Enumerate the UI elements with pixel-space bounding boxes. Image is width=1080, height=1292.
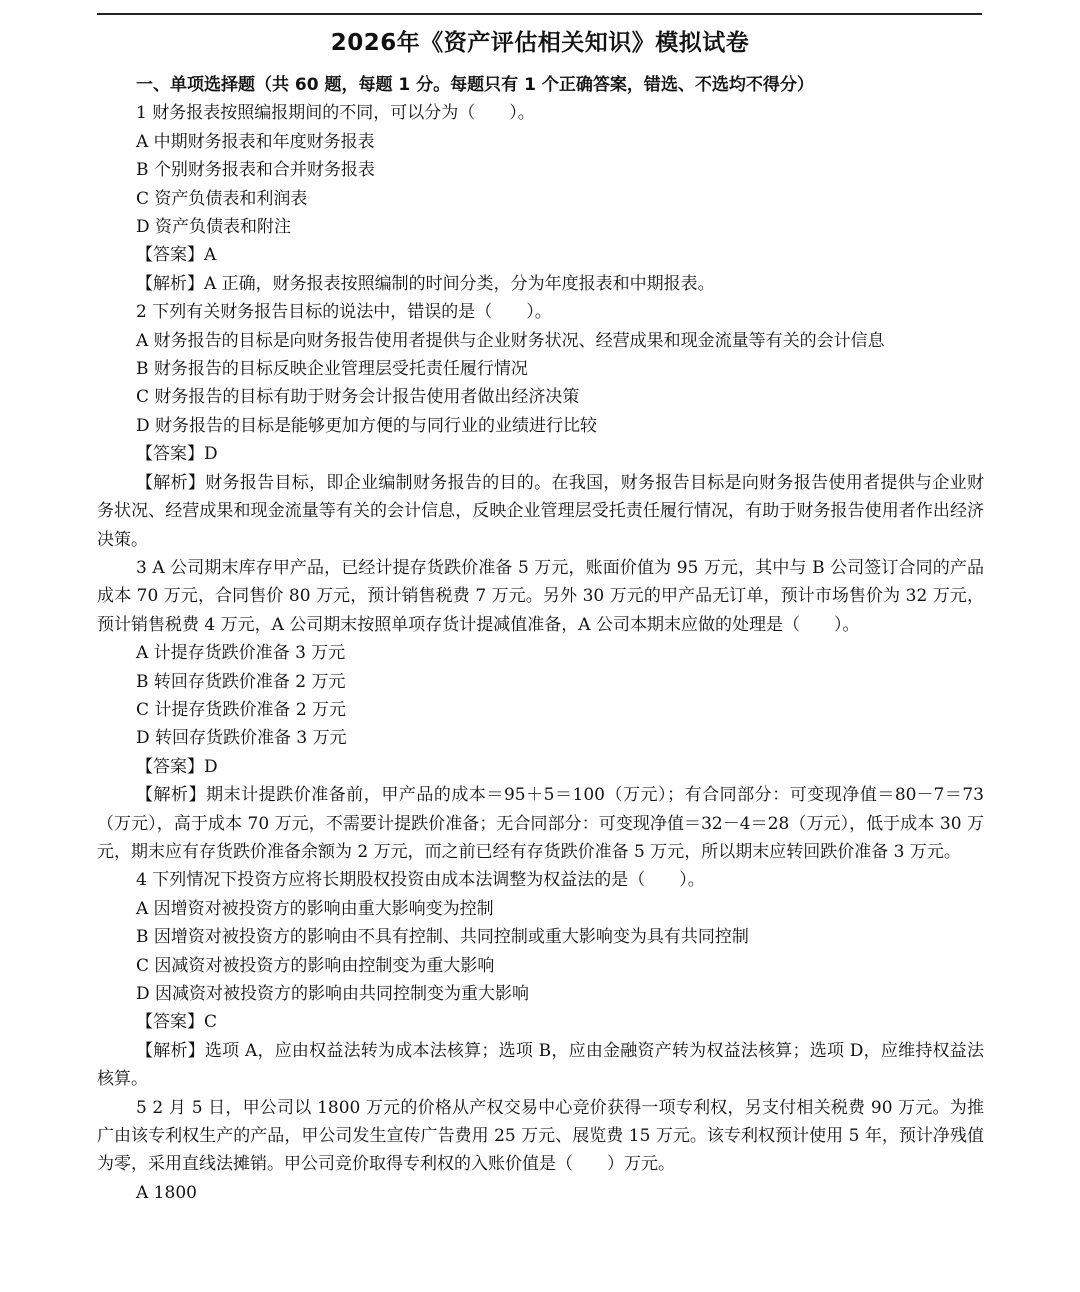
- question-3: [97, 554, 984, 866]
- option-b: B 个别财务报表和合并财务报表: [136, 160, 375, 181]
- question-5: [97, 1094, 984, 1208]
- option-d: D 资产负债表和附注: [136, 217, 292, 238]
- option-d: D 因减资对被投资方的影响由共同控制变为重大影响: [136, 984, 530, 1004]
- question-1: [97, 99, 984, 298]
- question-stem: 3 A 公司期末库存甲产品，已经计提存货跌价准备 5 万元，账面价值为 95 万元，其中与 B 公司签订合同的产品成本 70 万元，合同售价 80 万元，预计销售税费 7 万元。另外 30 万元的甲产品无订单，预计市场售价为 32 万元，预计销售税费 4 万元，A 公司期末按照单项存货计提减值准备，A 公司本期末应做的处理是（ ）。: [97, 557, 984, 635]
- option-a: A 中期财务报表和年度财务报表: [136, 131, 375, 152]
- analysis: 【解析】选项 A，应由权益法转为成本法核算；选项 B，应由金融资产转为权益法核算；选项 D，应维持权益法核算。: [97, 1040, 984, 1090]
- option-c: C 资产负债表和利润表: [136, 188, 308, 209]
- option-c: C 因减资对被投资方的影响由控制变为重大影响: [136, 955, 495, 976]
- question-stem: 4 下列情况下投资方应将长期股权投资由成本法调整为权益法的是（ ）。: [136, 870, 705, 891]
- answer: 【答案】D: [136, 444, 218, 465]
- answer: 【答案】C: [136, 1012, 218, 1033]
- question-stem: 2 下列有关财务报告目标的说法中，错误的是（ ）。: [136, 302, 552, 323]
- header-rule: [97, 13, 982, 15]
- question-stem: 5 2 月 5 日，甲公司以 1800 万元的价格从产权交易中心竞价获得一项专利权，另支付相关税费 90 万元。为推广由该专利权生产的产品，甲公司发生宣传广告费用 25 万元、展览费 15 万元。该专利权预计使用 5 年，预计净残值为零，采用直线法摊销。甲公司竞价取得专利权的入账价值是（ ）万元。: [97, 1097, 984, 1175]
- analysis: 【解析】期末计提跌价准备前，甲产品的成本＝95＋5＝100（万元）；有合同部分：可变现净值＝80－7＝73（万元），高于成本 70 万元，不需要计提跌价准备；无合同部分：可变现净值＝32－4＝28（万元），低于成本 30 万元，期末应有存货跌价准备余额为 2 万元，而之前已经有存货跌价准备 5 万元，所以期末应转回跌价准备 3 万元。: [97, 785, 984, 862]
- option-c: C 财务报告的目标有助于财务会计报告使用者做出经济决策: [136, 387, 580, 408]
- option-a: A 因增资对被投资方的影响由重大影响变为控制: [136, 898, 494, 919]
- analysis: 【解析】财务报告目标，即企业编制财务报告的目的。在我国，财务报告目标是向财务报告使用者提供与企业财务状况、经营成果和现金流量等有关的会计信息，反映企业管理层受托责任履行情况，有助于财务报告使用者作出经济决策。: [97, 472, 984, 550]
- option-d: D 财务报告的目标是能够更加方便的与同行业的业绩进行比较: [136, 415, 598, 436]
- section-heading: 一、单项选择题（共 60 题，每题 1 分。每题只有 1 个正确答案，错选、不选均不得分）: [136, 75, 814, 95]
- option-c: C 计提存货跌价准备 2 万元: [136, 699, 347, 720]
- option-d: D 转回存货跌价准备 3 万元: [136, 728, 347, 749]
- question-stem: 1 财务报表按照编报期间的不同，可以分为（ ）。: [136, 103, 535, 124]
- page-title: 2026年《资产评估相关知识》模拟试卷: [330, 30, 750, 56]
- question-4: [97, 866, 984, 1093]
- answer: 【答案】A: [136, 245, 217, 266]
- question-2: [97, 298, 984, 554]
- option-a: A 计提存货跌价准备 3 万元: [136, 643, 346, 664]
- exam-content: [97, 71, 984, 1207]
- option-a: A 1800: [136, 1182, 197, 1203]
- answer: 【答案】D: [136, 756, 218, 777]
- option-a: A 财务报告的目标是向财务报告使用者提供与企业财务状况、经营成果和现金流量等有关的会计信息: [136, 330, 885, 351]
- analysis: 【解析】A 正确，财务报表按照编制的时间分类，分为年度报表和中期报表。: [136, 273, 715, 294]
- option-b: B 转回存货跌价准备 2 万元: [136, 671, 346, 692]
- option-b: B 因增资对被投资方的影响由不具有控制、共同控制或重大影响变为具有共同控制: [136, 927, 749, 948]
- option-b: B 财务报告的目标反映企业管理层受托责任履行情况: [136, 359, 528, 380]
